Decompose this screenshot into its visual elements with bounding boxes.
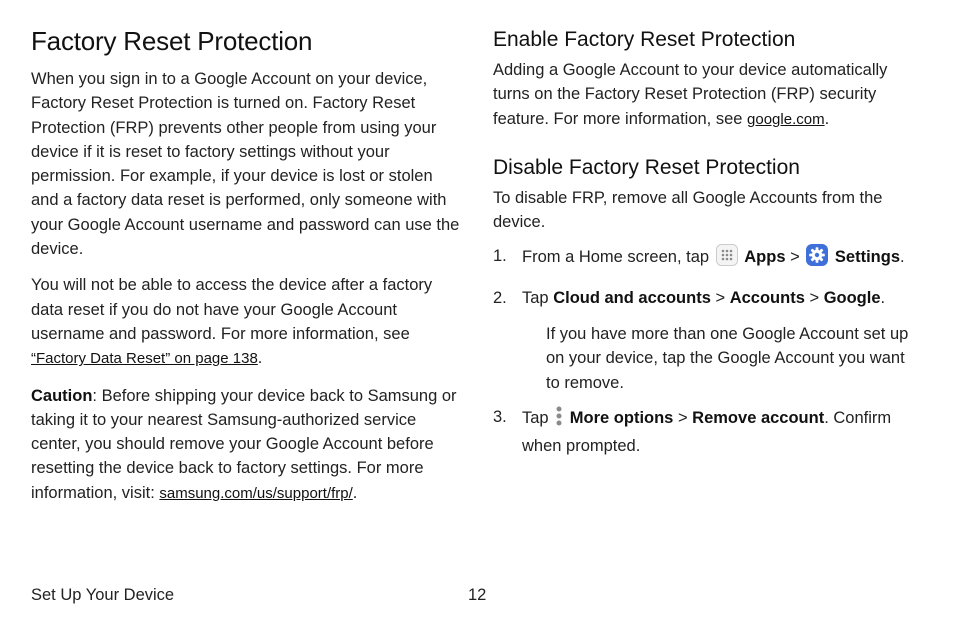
caution-label: Caution [31, 386, 93, 405]
steps-list [493, 244, 918, 310]
page-number: 12 [468, 586, 487, 604]
caution-paragraph: Caution: Before shipping your device back to Samsung or taking it to your nearest Samsung-authorized service center, you should remove your Google Account before resetting the device back to factory settings. For more information, visit: samsung.com/us/support/frp/. [31, 386, 457, 502]
enable-heading: Enable Factory Reset Protection [493, 28, 796, 51]
step-1: 1. From a Home screen, tap Apps > Settings. [493, 244, 918, 273]
steps-list-continued [493, 405, 918, 459]
factory-data-reset-link[interactable]: “Factory Data Reset” on page 138 [31, 350, 258, 368]
enable-paragraph: Adding a Google Account to your device automatically turns on the Factory Reset Protection (FRP) security feature. For more information, see google.com. [493, 61, 888, 128]
samsung-frp-link[interactable]: samsung.com/us/support/frp/ [159, 484, 353, 502]
disable-paragraph: To disable FRP, remove all Google Accounts from the device. [493, 188, 883, 232]
left-column [31, 26, 463, 518]
intro-paragraph: When you sign in to a Google Account on your device, Factory Reset Protection is turned on. Factory Reset Protection (FRP) prevents other people from using your device if it is reset to factory settings without your permission. For example, if your device is lost or stolen and a factory data reset is performed, only someone with your Google Account username and password can use the device. [31, 70, 460, 259]
footer-section-title: Set Up Your Device [31, 586, 175, 604]
step-2: 2. Tap Cloud and accounts > Accounts > Google. [493, 288, 886, 307]
access-paragraph: You will not be able to access the device after a factory data reset if you do not have your Google Account username and password. For more information, see “Factory Data Reset” on page 138. [31, 276, 433, 368]
settings-gear-icon [806, 244, 828, 273]
page-title: Factory Reset Protection [31, 26, 313, 56]
multiple-accounts-note: If you have more than one Google Account set up on your device, tap the Google Account you want to remove. [546, 325, 909, 392]
google-link[interactable]: google.com [747, 110, 825, 128]
step-3: 3. Tap More options > Remove account. Confirm when prompted. [493, 405, 918, 459]
more-options-icon [555, 405, 563, 434]
disable-heading: Disable Factory Reset Protection [493, 155, 800, 179]
right-column [493, 28, 918, 471]
apps-grid-icon [716, 244, 738, 273]
